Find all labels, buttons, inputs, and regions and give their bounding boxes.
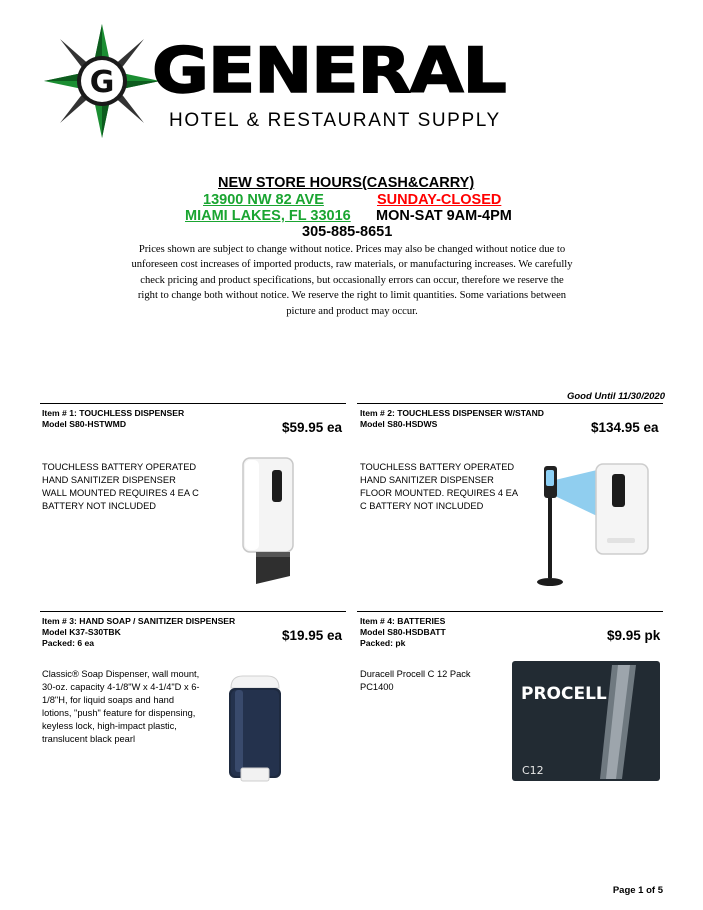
item-description: TOUCHLESS BATTERY OPERATED HAND SANITIZER DISPENSER FLOOR MOUNTED. REQUIRES 4 EA C BATTERY NOT INCLUDED [360,462,518,511]
item-model: Model S80-HSDBATT [360,627,446,637]
good-until-date: Good Until 11/30/2020 [566,391,665,402]
item-title: Item # 2: TOUCHLESS DISPENSER W/STAND [360,408,544,418]
logo-letter: G [89,65,115,100]
compass-star-icon [42,22,162,140]
item-divider [40,403,346,404]
item-divider [357,611,663,612]
item-title: Item # 4: BATTERIES [360,616,446,626]
box-brand-label: PROCELL [521,684,607,704]
wall-dispenser-image [238,456,300,588]
item-description: TOUCHLESS BATTERY OPERATED HAND SANITIZER DISPENSER WALL MOUNTED REQUIRES 4 EA C BATTERY NOT INCLUDED [42,462,199,511]
item-packed: Packed: pk [360,638,406,648]
item-model: Model S80-HSTWMD [42,419,127,429]
item-description: Classic® Soap Dispenser, wall mount, 30-oz. capacity 4-1/8"W x 4-1/4"D x 6-1/8"H, for liquid soaps and hand lotions, "push" feature for dispensing, keyless lock, high-impact plastic, translucent black pearl [42,669,200,744]
item-title: Item # 3: HAND SOAP / SANITIZER DISPENSER [42,616,236,626]
store-phone: 305-885-8651 [302,224,393,240]
item-model: Model S80-HSDWS [360,419,438,429]
item-price: $59.95 ea [282,420,343,435]
item-price: $9.95 pk [607,628,661,643]
box-size-label: C12 [522,764,544,777]
store-hours-heading: NEW STORE HOURS(CASH&CARRY) [218,175,475,191]
item-price: $134.95 ea [591,420,659,435]
brand-subtitle: HOTEL & RESTAURANT SUPPLY [169,110,501,131]
brand-name: GENERAL [152,34,506,107]
store-address-line2: MIAMI LAKES, FL 33016 [185,208,351,224]
soap-dispenser-image [223,674,287,784]
item-price: $19.95 ea [282,628,343,643]
store-sunday-hours: SUNDAY-CLOSED [377,192,502,208]
procell-battery-box-image [512,661,660,781]
stand-dispenser-image [535,458,653,590]
item-divider [40,611,346,612]
item-title: Item # 1: TOUCHLESS DISPENSER [42,408,185,418]
item-packed: Packed: 6 ea [42,638,95,648]
page-number: Page 1 of 5 [612,885,663,896]
item-model: Model K37-S30TBK [42,627,121,637]
item-divider [357,403,663,404]
item-description: Duracell Procell C 12 Pack PC1400 [360,669,471,692]
store-address-line1: 13900 NW 82 AVE [203,192,324,208]
store-weekday-hours: MON-SAT 9AM-4PM [376,208,512,224]
pricing-disclaimer: Prices shown are subject to change without notice. Prices may also be changed without notice due to unforeseen cost increases of imported products, raw materials, or manufacturing increases. We carefully check pricing and product specifications, but occasionally errors can occur, therefore we reserve the right to change both without notice. We reserve the right to limit quantities. Some variations between picture and product may occur. [131,244,573,317]
